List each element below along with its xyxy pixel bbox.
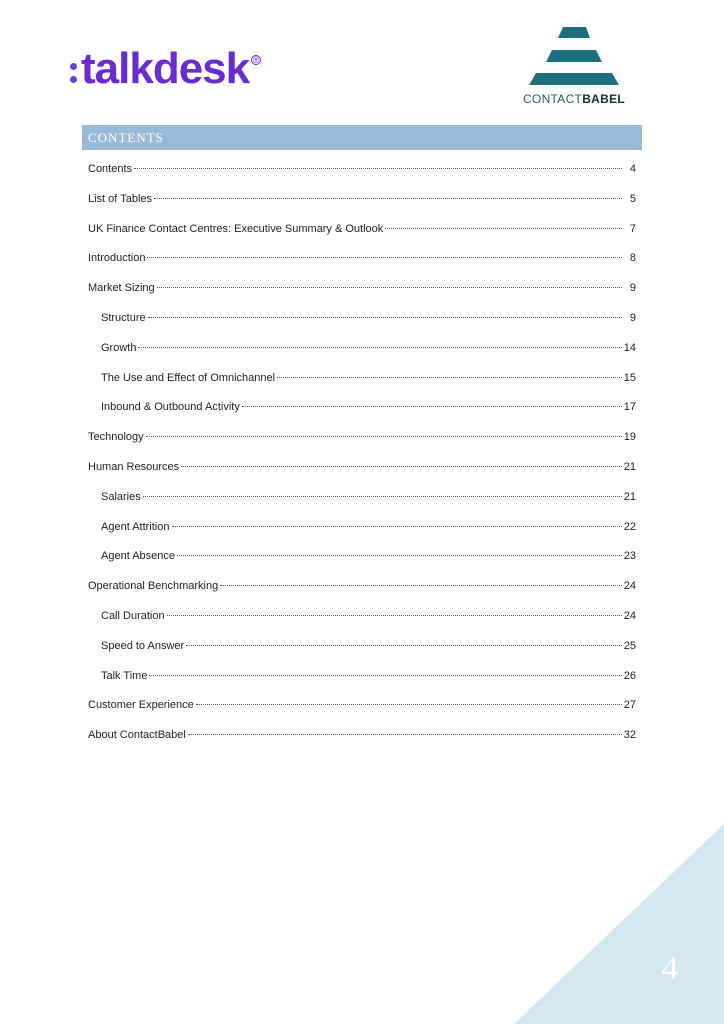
- toc-leader-dots: [138, 347, 621, 348]
- toc-entry-page: 15: [623, 372, 636, 384]
- toc-entry-label: Growth: [101, 342, 137, 354]
- contactbabel-wordmark: CONTACTBABEL: [522, 92, 626, 106]
- toc-entry[interactable]: [101, 521, 636, 537]
- toc-entry[interactable]: [88, 461, 636, 477]
- talkdesk-logo: [70, 44, 261, 94]
- toc-entry[interactable]: [88, 252, 636, 268]
- toc-leader-dots: [167, 615, 622, 616]
- toc-leader-dots: [154, 198, 622, 199]
- toc-leader-dots: [157, 287, 622, 288]
- toc-entry-page: 21: [623, 491, 636, 503]
- toc-entry[interactable]: [88, 163, 636, 179]
- toc-entry-label: Speed to Answer: [101, 640, 185, 652]
- toc-leader-dots: [149, 675, 621, 676]
- toc-entry[interactable]: [88, 223, 636, 239]
- toc-entry-page: 24: [623, 580, 636, 592]
- section-header: [82, 125, 642, 150]
- contactbabel-logo: [518, 26, 630, 110]
- toc-entry-page: 24: [623, 610, 636, 622]
- page-number: 4: [661, 950, 679, 987]
- toc-entry-label: Salaries: [101, 491, 141, 503]
- talkdesk-dots-icon: [70, 55, 77, 83]
- toc-leader-dots: [146, 436, 622, 437]
- toc-entry-label: Agent Attrition: [101, 521, 170, 533]
- toc-leader-dots: [220, 585, 622, 586]
- toc-leader-dots: [181, 466, 622, 467]
- toc-leader-dots: [186, 645, 622, 646]
- section-title: CONTENTS: [88, 130, 164, 145]
- toc-entry[interactable]: [101, 372, 636, 388]
- toc-entry-page: 25: [623, 640, 636, 652]
- toc-entry-label: The Use and Effect of Omnichannel: [101, 372, 276, 384]
- toc-entry[interactable]: [88, 193, 636, 209]
- toc-entry[interactable]: [101, 670, 636, 686]
- toc-entry-label: Operational Benchmarking: [88, 580, 219, 592]
- toc-leader-dots: [385, 228, 622, 229]
- toc-entry-label: Introduction: [88, 252, 146, 264]
- toc-entry[interactable]: [101, 312, 636, 328]
- toc-entry-label: Technology: [88, 431, 144, 443]
- toc-leader-dots: [143, 496, 622, 497]
- toc-entry[interactable]: [88, 580, 636, 596]
- toc-entry-page: 9: [629, 282, 636, 294]
- toc-entry-label: Structure: [101, 312, 146, 324]
- toc-entry-page: 8: [629, 252, 636, 264]
- toc-entry[interactable]: [101, 640, 636, 656]
- toc-entry[interactable]: [101, 610, 636, 626]
- toc-entry-page: 17: [623, 401, 636, 413]
- toc-entry-label: About ContactBabel: [88, 729, 186, 741]
- toc-entry-page: 14: [623, 342, 636, 354]
- toc-entry-label: Customer Experience: [88, 699, 194, 711]
- toc-entry-page: 9: [629, 312, 636, 324]
- toc-leader-dots: [172, 526, 622, 527]
- toc-leader-dots: [134, 168, 622, 169]
- toc-entry[interactable]: [88, 699, 636, 715]
- toc-entry-label: Contents: [88, 163, 133, 175]
- registered-mark: ®: [252, 55, 260, 65]
- toc-entry-page: 4: [629, 163, 636, 175]
- toc-entry-page: 26: [623, 670, 636, 682]
- toc-entry-page: 22: [623, 521, 636, 533]
- toc-entry-label: Market Sizing: [88, 282, 155, 294]
- toc-leader-dots: [148, 317, 622, 318]
- toc-entry-page: 5: [629, 193, 636, 205]
- toc-entry-page: 23: [623, 550, 636, 562]
- toc-entry[interactable]: [101, 401, 636, 417]
- toc-entry-label: Human Resources: [88, 461, 180, 473]
- toc-entry-label: Agent Absence: [101, 550, 176, 562]
- toc-entry-page: 32: [623, 729, 636, 741]
- corner-decoration: [514, 824, 724, 1024]
- toc-leader-dots: [196, 704, 622, 705]
- talkdesk-wordmark: talkdesk: [81, 44, 250, 93]
- pyramid-icon: [518, 26, 630, 88]
- toc-entry[interactable]: [88, 729, 636, 745]
- toc-entry-label: Inbound & Outbound Activity: [101, 401, 240, 413]
- toc-entry-page: 7: [629, 223, 636, 235]
- toc-entry-page: 27: [623, 699, 636, 711]
- toc-entry-page: 21: [623, 461, 636, 473]
- toc-leader-dots: [177, 555, 622, 556]
- toc-entry[interactable]: [88, 282, 636, 298]
- toc-entry-label: List of Tables: [88, 193, 153, 205]
- toc-leader-dots: [147, 257, 622, 258]
- toc-entry[interactable]: [88, 431, 636, 447]
- toc-entry-label: Call Duration: [101, 610, 165, 622]
- toc-entry-page: 19: [623, 431, 636, 443]
- toc-leader-dots: [277, 377, 622, 378]
- toc-entry[interactable]: [101, 550, 636, 566]
- toc-leader-dots: [188, 734, 622, 735]
- toc-leader-dots: [242, 406, 622, 407]
- toc-entry-label: Talk Time: [101, 670, 148, 682]
- toc-entry[interactable]: [101, 491, 636, 507]
- toc-entry-label: UK Finance Contact Centres: Executive Summary & Outlook: [88, 223, 384, 235]
- toc-entry[interactable]: [101, 342, 636, 358]
